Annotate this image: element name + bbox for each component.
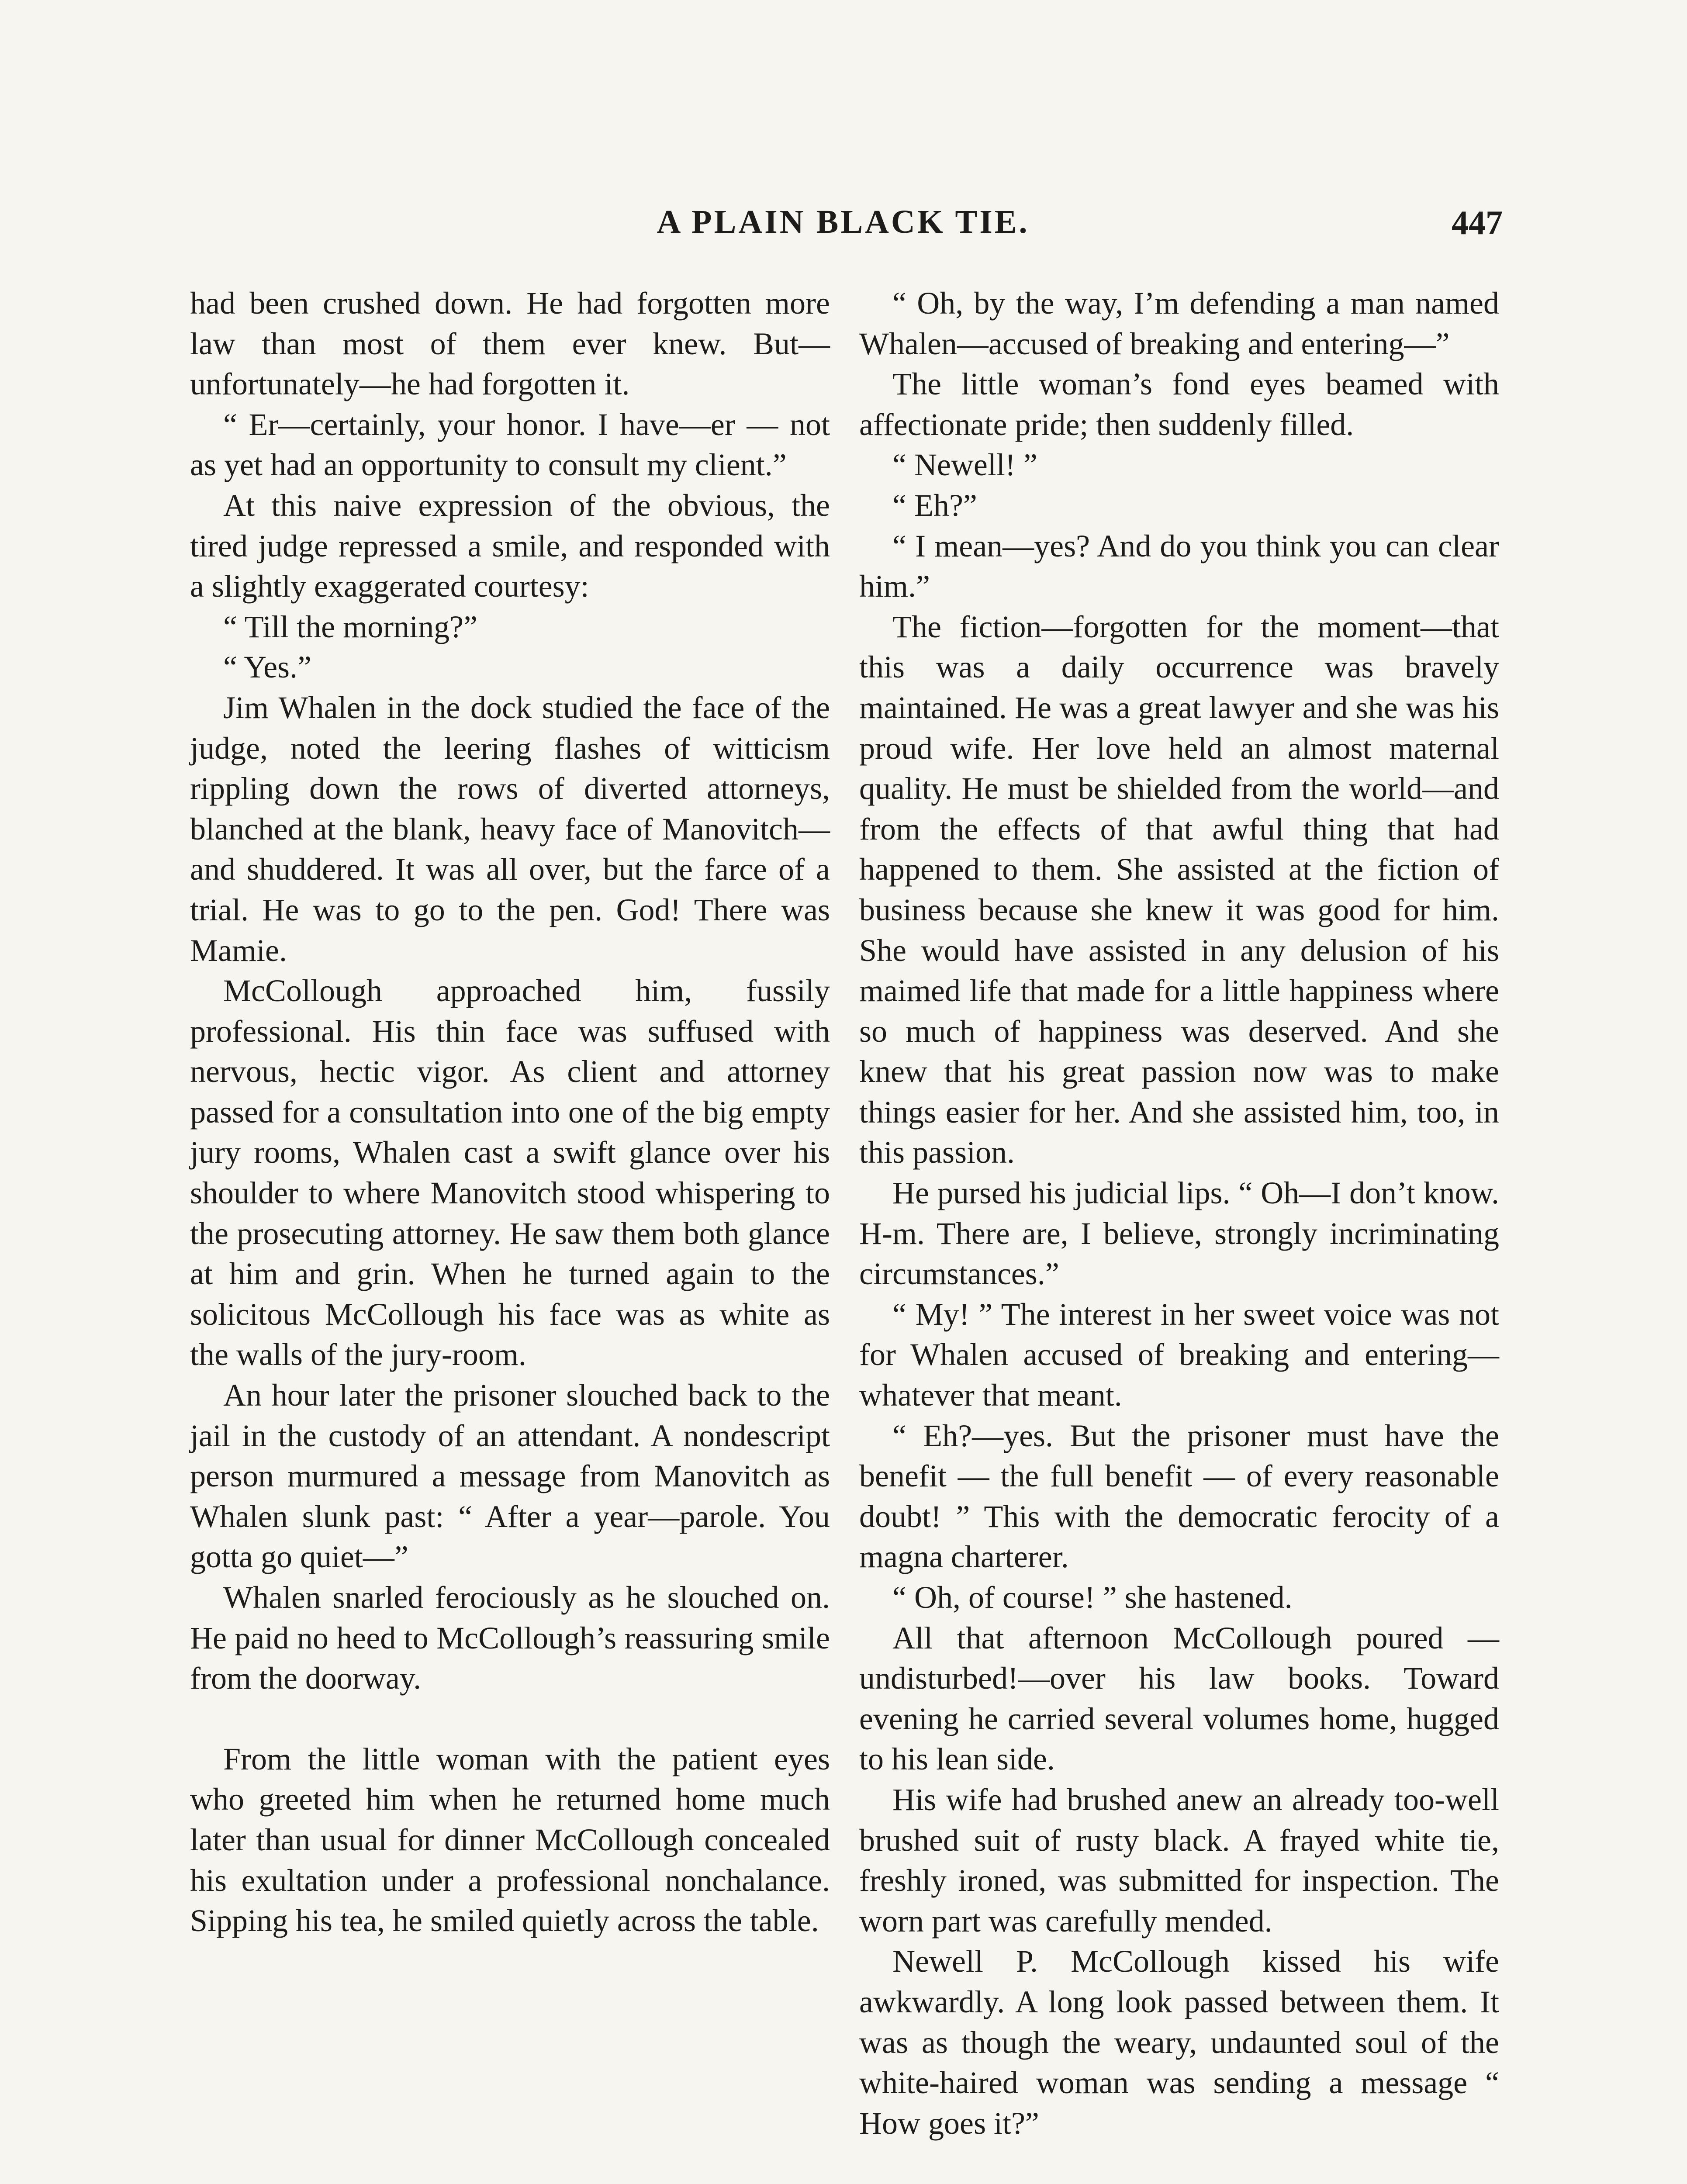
paragraph: He pursed his judicial lips. “ Oh—I don’t know. H-m. There are, I believe, strongly incriminating circumstances.” [859,1175,1499,1292]
paragraph: “ Till the morning?” [223,609,477,644]
paragraph: McCollough approached him, fussily professional. His thin face was suffused with nervous, hectic vigor. As client and attorney passed for a consultation into one of the big empty jury rooms, Whalen cast a swift glance over his shoulder to where Manovitch stood whispering to the prosecuting attorney. He saw them both glance at him and grin. When he turned again to the solicitous McCollough his face was as white as the walls of the jury-room. [190,973,830,1372]
paragraph: All that afternoon McCollough poured —undisturbed!—over his law books. Toward evening he carried several volumes home, hugged to his lean side. [859,1620,1499,1777]
paragraph: The little woman’s fond eyes beamed with affectionate pride; then suddenly filled. [859,366,1499,442]
paragraph: Whalen snarled ferociously as he slouched on. He paid no heed to McCollough’s reassuring smile from the doorway. [190,1580,830,1696]
paragraph: “ Eh?—yes. But the prisoner must have the benefit — the full benefit — of every reasonable doubt! ” This with the democratic ferocity of a magna charterer. [859,1418,1499,1575]
running-title: A PLAIN BLACK TIE. [657,204,1030,240]
paragraph: Jim Whalen in the dock studied the face of the judge, noted the leering flashes of witticism rippling down the rows of diverted attorneys, blanched at the blank, heavy face of Manovitch—and shuddered. It was all over, but the farce of a trial. He was to go to the pen. God! There was Mamie. [190,690,830,968]
paragraph: An hour later the prisoner slouched back to the jail in the custody of an attendant. A nondescript person murmured a message from Manovitch as Whalen slunk past: “ After a year—parole. You gotta go quiet—” [190,1378,830,1575]
paragraph: had been crushed down. He had forgotten more law than most of them ever knew. But—unfortunately—he had forgotten it. [190,286,830,402]
paragraph: His wife had brushed anew an already too-well brushed suit of rusty black. A frayed white tie, freshly ironed, was submitted for inspection. The worn part was carefully mended. [859,1782,1499,1939]
paragraph: “ Oh, of course! ” she hastened. [892,1580,1293,1615]
paragraph: “ Newell! ” [892,447,1037,483]
paragraph: “ I mean—yes? And do you think you can clear him.” [859,528,1499,604]
paragraph: “ Er—certainly, your honor. I have—er — not as yet had an opportunity to consult my client.” [190,407,830,483]
paragraph: At this naive expression of the obvious, the tired judge repressed a smile, and responded with a slightly exaggerated courtesy: [190,487,830,604]
paragraph: “ My! ” The interest in her sweet voice was not for Whalen accused of breaking and entering—whatever that meant. [859,1296,1499,1413]
right-column [859,283,1499,2143]
page-header [188,203,1503,251]
page-number: 447 [1452,204,1503,242]
paragraph: “ Eh?” [892,487,977,523]
paragraph: From the little woman with the patient eyes who greeted him when he returned home much later than usual for dinner McCollough concealed his exultation under a professional nonchalance. Sipping his tea, he smiled quietly across the table. [190,1741,830,1939]
paragraph: Newell P. McCollough kissed his wife awkwardly. A long look passed between them. It was as though the weary, undaunted soul of the white-haired woman was sending a message “ How goes it?” [859,1944,1499,2141]
paragraph: “ Yes.” [223,650,312,685]
paragraph: “ Oh, by the way, I’m defending a man named Whalen—accused of breaking and entering—” [859,286,1499,361]
paragraph: The fiction—forgotten for the moment—that this was a daily occurrence was bravely maintained. He was a great lawyer and she was his proud wife. Her love held an almost maternal quality. He must be shielded from the world—and from the effects of that awful thing that had happened to them. She assisted at the fiction of business because she knew it was good for him. She would have assisted in any delusion of his maimed life that made for a little happiness where so much of happiness was deserved. And she knew that his great passion now was to make things easier for her. And she assisted him, too, in this passion. [859,609,1499,1170]
left-column [190,283,830,1941]
